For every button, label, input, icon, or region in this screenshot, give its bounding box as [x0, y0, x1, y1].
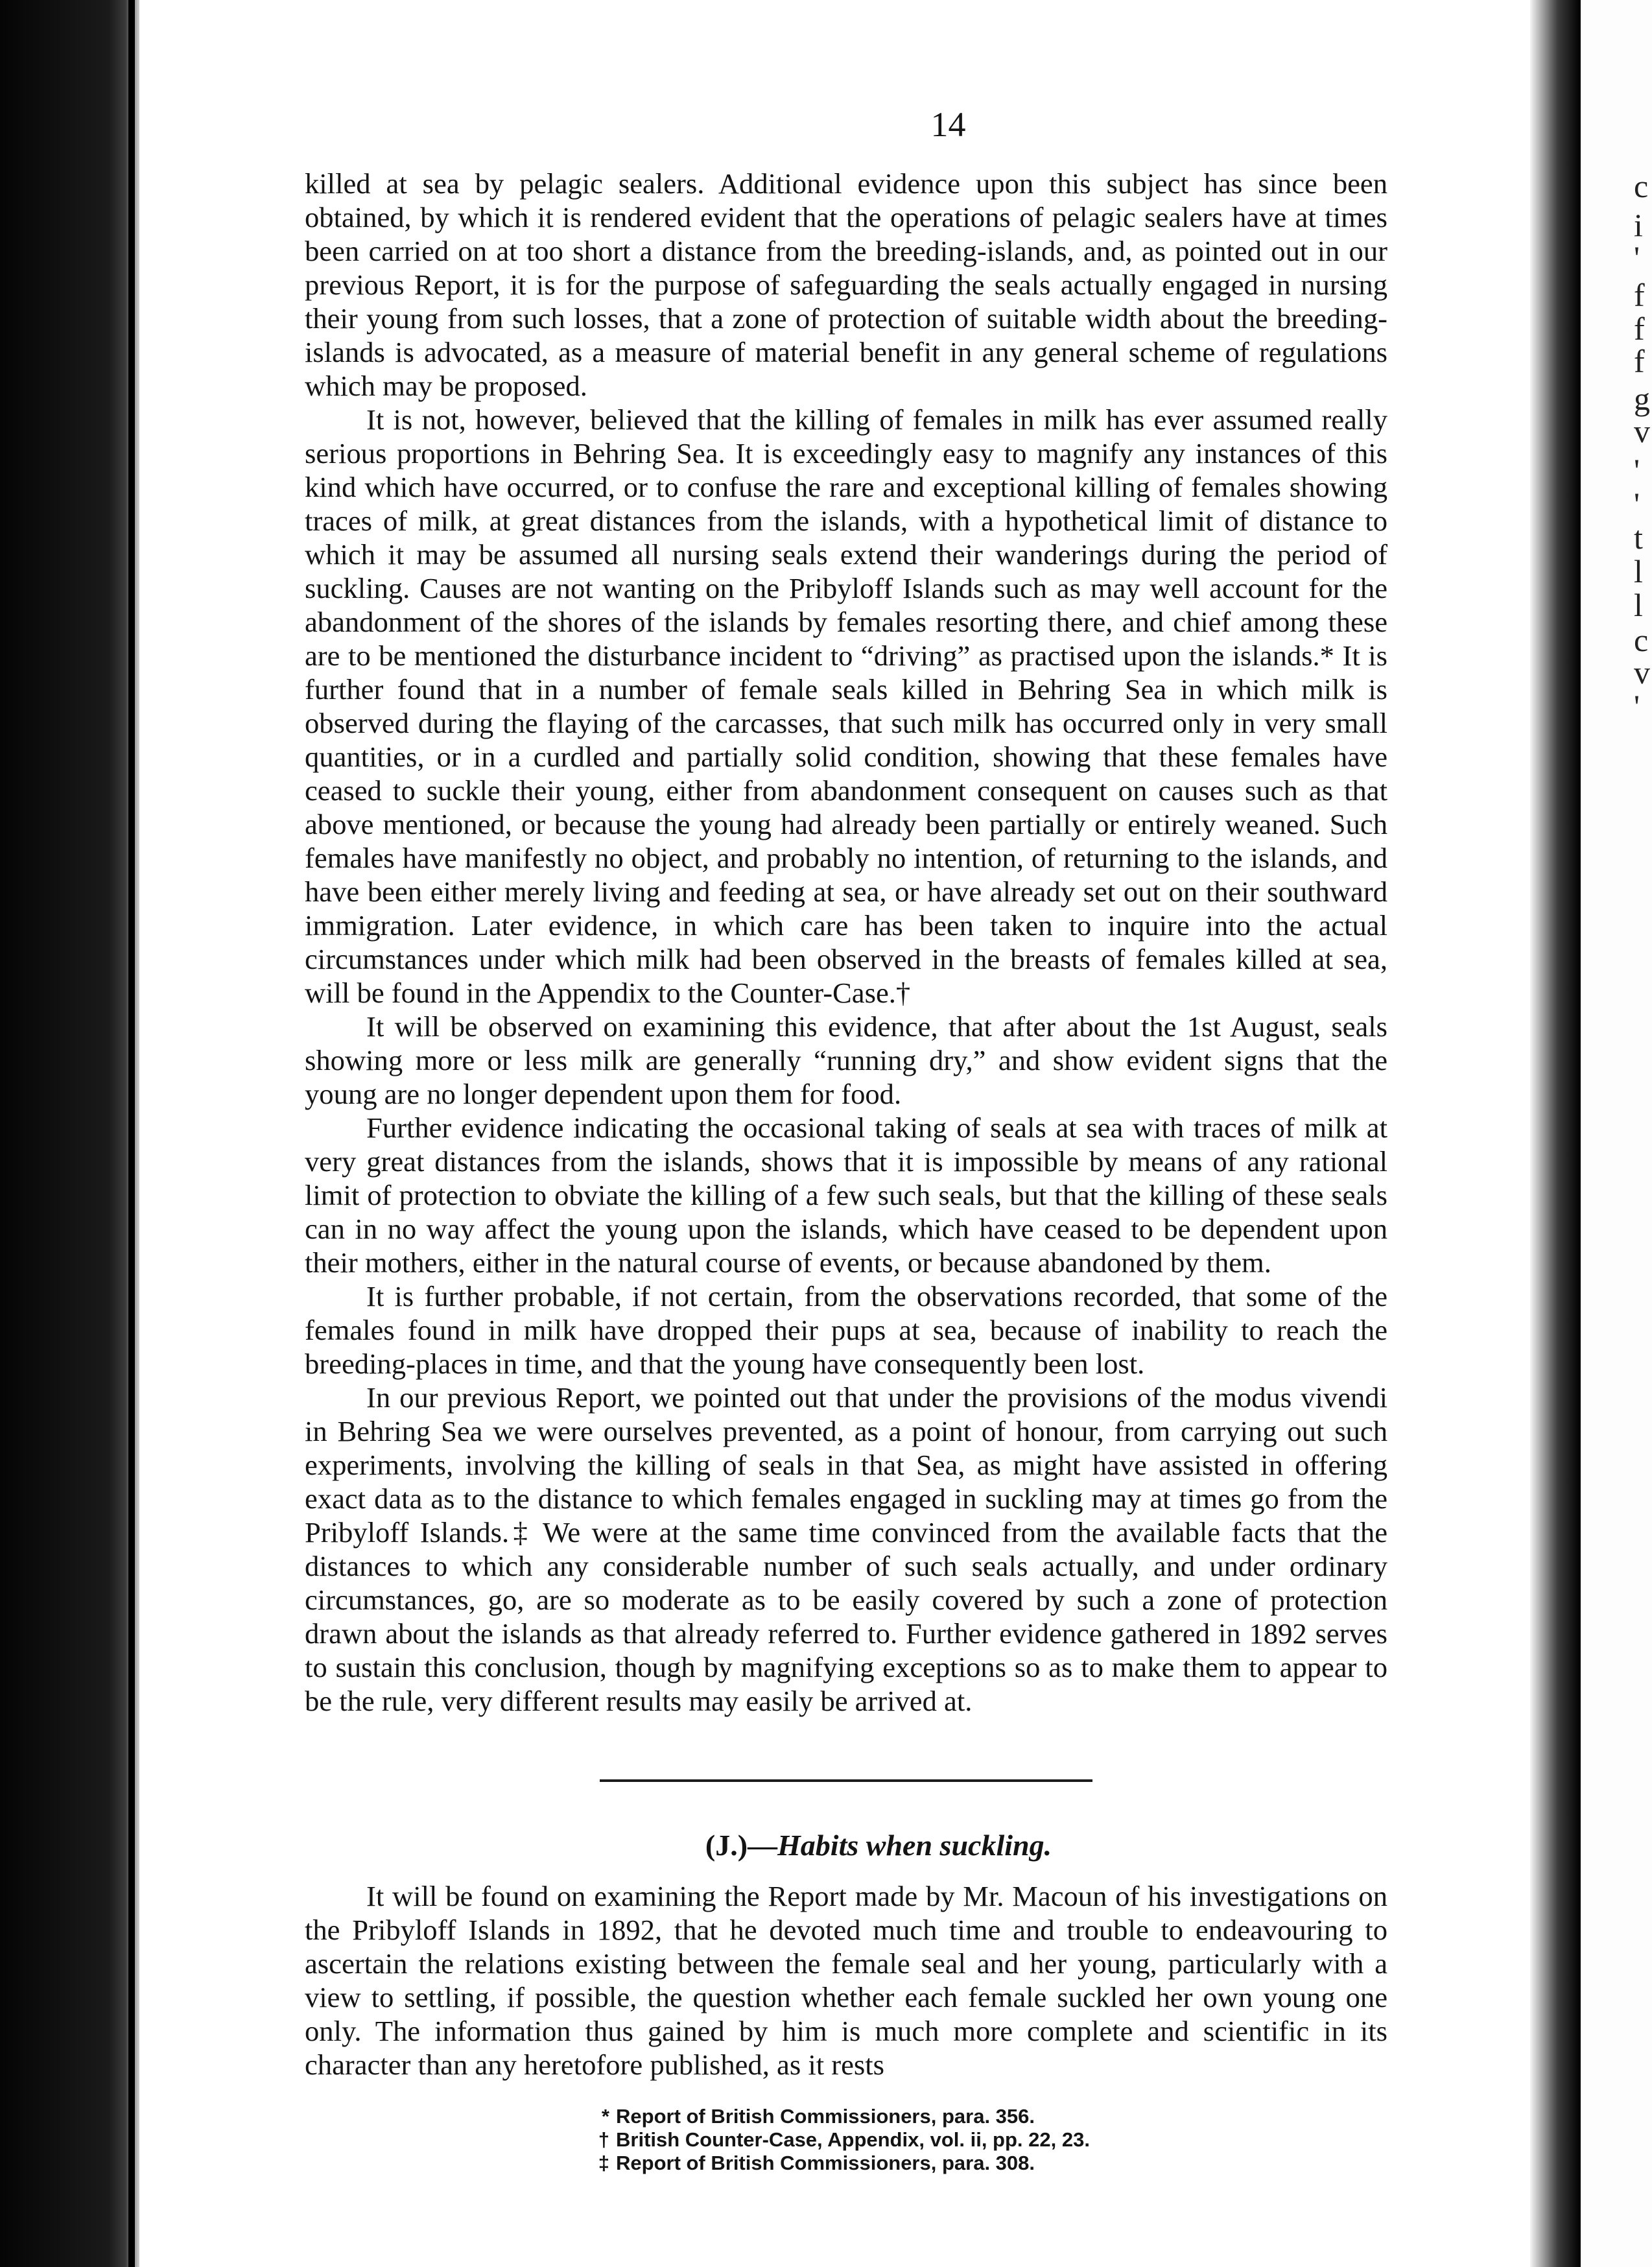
next-page-letter: l [1634, 553, 1643, 589]
book-spine-edge [128, 0, 135, 2267]
body-paragraph: It will be observed on examining this evidence, that after about the 1st August, seals showing more or less milk are generally “running dry,” and show evident signs that the young are no longer dependent upon them for food. [305, 1010, 1387, 1110]
section-divider-rule [600, 1779, 1092, 1782]
next-page-letter: l [1634, 587, 1643, 623]
footnote [590, 2152, 1387, 2175]
footnote [590, 2105, 1387, 2128]
section-title: Habits when suckling. [777, 1829, 1052, 1862]
next-page-letter: ' [1634, 452, 1640, 488]
next-page-letter: c [1634, 168, 1649, 204]
section-heading [370, 1827, 1387, 1864]
body-paragraph: killed at sea by pelagic sealers. Additional evidence upon this subject has since been obtained, by which it is rendered evident that the operations of pelagic sealers have at times been carried on at too short a distance from the breeding-islands, and, as pointed out in our previous Report, it is for the purpose of safeguarding the seals actually engaged in nursing their young from such losses, that a zone of protection of suitable width about the breeding-islands is advocated, as a measure of material benefit in any general scheme of regulations which may be proposed. [305, 167, 1387, 402]
footnote-text: Report of British Commissioners, para. 308. [616, 2152, 1035, 2174]
footnotes [305, 2105, 1387, 2175]
footnote [590, 2128, 1387, 2152]
next-page-edge [1581, 0, 1652, 2267]
next-page-letter: v [1634, 413, 1650, 449]
body-paragraph: It is not, however, believed that the killing of females in milk has ever assumed really serious proportions in Behring Sea. It is exceedingly easy to magnify any instances of this kind which have occurred, or to confuse the rare and exceptional killing of females showing traces of milk, at great distances from the islands, with a hypothetical limit of distance to which it may be assumed all nursing seals extend their wanderings during the period of suckling. Causes are not wanting on the Pribyloff Islands such as may well account for the abandonment of the shores of the islands by females resorting there, and chief among these are to be mentioned the disturbance incident to “driving” as practised upon the islands.* It is further found that in a number of female seals killed in Behring Sea in which milk is observed during the flaying of the carcasses, that such milk has occurred only in very small quantities, or in a curdled and partially solid condition, showing that these females have ceased to suckle their young, either from abandonment consequent on causes such as that above mentioned, or because the young had already been partially or entirely weaned. Such females have manifestly no object, and probably no intention, of returning to the islands, and have been either merely living and feeding at sea, or have already set out on their southward immigration. Later evidence, in which care has been taken to inquire into the actual circumstances under which milk had been observed in the breasts of females killed at sea, will be found in the Appendix to the Counter-Case.† [305, 403, 1387, 1009]
body-paragraph: Further evidence indicating the occasional taking of seals at sea with traces of milk at very great distances from the islands, shows that it is impossible by means of any rational limit of protection to obviate the killing of a few such seals, but that the killing of these seals can in no way affect the young upon the islands, which have ceased to be dependent upon their mothers, either in the natural course of events, or because abandoned by them. [305, 1111, 1387, 1279]
footnote-symbol: ‡ [598, 2152, 609, 2174]
section-label: (J.)— [705, 1829, 778, 1862]
next-page-letter: f [1634, 343, 1645, 379]
book-spine-shadow [0, 0, 139, 2267]
document-page [305, 107, 1387, 2175]
next-page-letter: g [1634, 381, 1650, 417]
page-gutter-shadow [1530, 0, 1581, 2267]
next-page-letter: ' [1634, 239, 1640, 276]
next-page-letter: i [1634, 207, 1643, 243]
next-page-letter: f [1634, 311, 1645, 347]
footnote-text: British Counter-Case, Appendix, vol. ii, pp. 22, 23. [616, 2128, 1090, 2151]
next-page-letter: c [1634, 622, 1649, 658]
footnote-symbol: † [598, 2128, 609, 2151]
footnote-text: Report of British Commissioners, para. 356. [616, 2105, 1035, 2128]
next-page-letter: ' [1634, 486, 1640, 522]
next-page-letter: ' [1634, 688, 1640, 724]
body-paragraph: It is further probable, if not certain, from the observations recorded, that some of the females found in milk have dropped their pups at sea, because of inability to reach the breeding-places in time, and that the young have consequently been lost. [305, 1280, 1387, 1380]
body-paragraph: In our previous Report, we pointed out that under the provisions of the modus vivendi in Behring Sea we were ourselves prevented, as a point of honour, from carrying out such experiments, involving the killing of seals in that Sea, as might have assisted in offering exact data as to the distance to which females engaged in suckling may at times go from the Pribyloff Islands.‡ We were at the same time convinced from the available facts that the distances to which any considerable number of such seals actually, and under ordinary circumstances, go, are so moderate as to be easily covered by such a zone of protection drawn about the islands as that already referred to. Further evidence gathered in 1892 serves to sustain this conclusion, though by magnifying exceptions so as to make them to appear to be the rule, very different results may easily be arrived at. [305, 1381, 1387, 1717]
next-page-letter: f [1634, 277, 1645, 313]
footnote-symbol: * [601, 2105, 609, 2128]
section-paragraph: It will be found on examining the Report made by Mr. Macoun of his investigations on the Pribyloff Islands in 1892, that he devoted much time and trouble to endeavouring to ascertain the relations existing between the female seal and her young, particularly with a view to settling, if possible, the question whether each female suckled her own young one only. The information thus gained by him is much more complete and scientific in its character than any heretofore published, as it rests [305, 1880, 1387, 2081]
next-page-letter: t [1634, 519, 1643, 556]
page-number: 14 [930, 105, 966, 144]
next-page-letter: v [1634, 654, 1650, 691]
